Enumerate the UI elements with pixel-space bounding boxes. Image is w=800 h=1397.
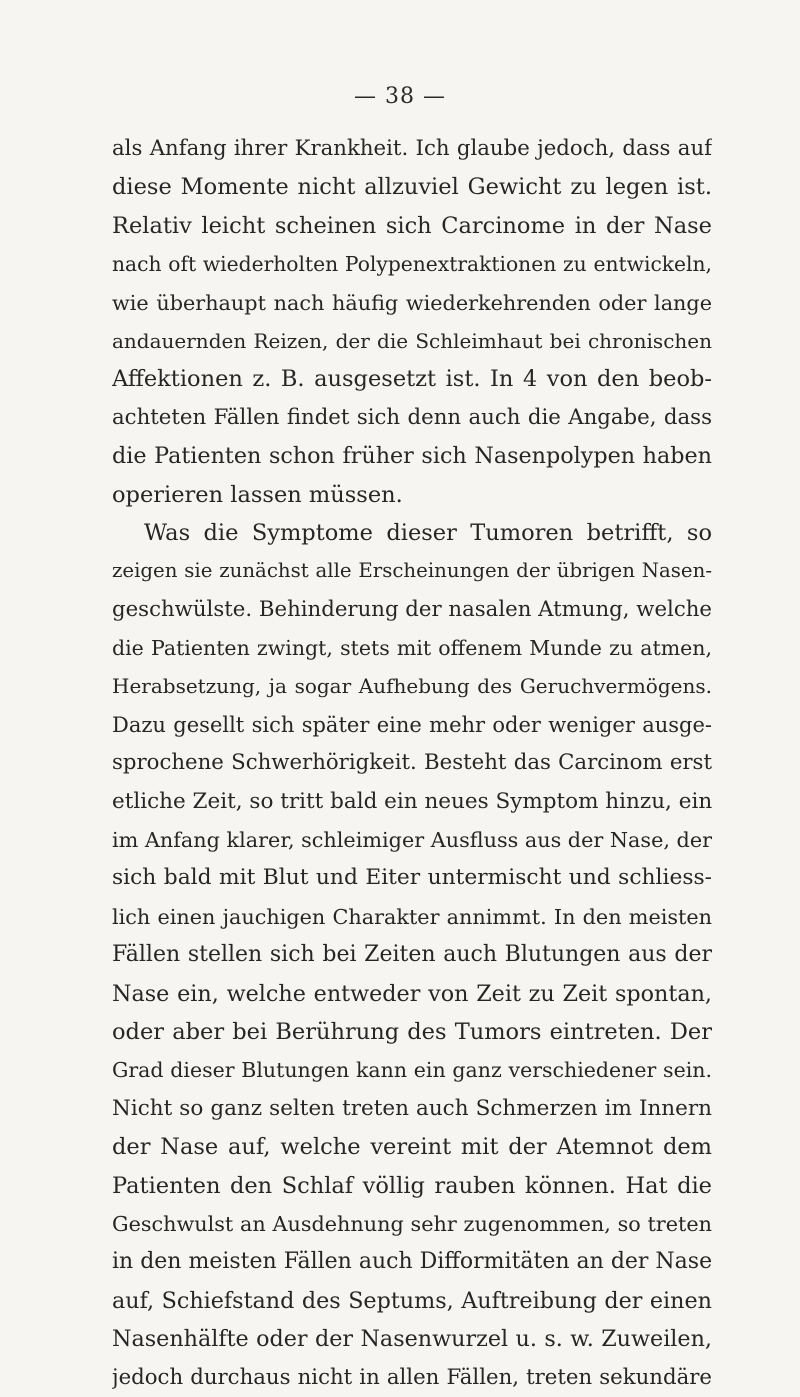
text-line: Relativ leicht scheinen sich Carcinome in der Nase bbox=[112, 212, 712, 239]
text-line: operieren lassen müssen. bbox=[112, 481, 403, 508]
text-line: Geschwulst an Ausdehnung sehr zugenommen, so treten bbox=[112, 1211, 712, 1236]
text-line: geschwülste. Behinderung der nasalen Atmung, welche bbox=[112, 596, 712, 622]
text-line: zeigen sie zunächst alle Erscheinungen der übrigen Nasen- bbox=[112, 559, 712, 583]
text-line: diese Momente nicht allzuviel Gewicht zu legen ist. bbox=[112, 174, 712, 201]
text-line: sich bald mit Blut und Eiter untermischt und schliess- bbox=[112, 865, 712, 891]
text-line: Nase ein, welche entweder von Zeit zu Zeit spontan, bbox=[112, 980, 712, 1007]
text-line: der Nase auf, welche vereint mit der Atemnot dem bbox=[112, 1134, 712, 1161]
text-line: nach oft wiederholten Polypenextraktionen zu entwickeln, bbox=[112, 252, 712, 277]
text-line: Fällen stellen sich bei Zeiten auch Blutungen aus der bbox=[112, 942, 712, 968]
text-line: Dazu gesellt sich später eine mehr oder weniger ausge- bbox=[112, 712, 712, 737]
text-line: lich einen jauchigen Charakter annimmt. In den meisten bbox=[112, 904, 712, 929]
text-line: in den meisten Fällen auch Difformitäten an der Nase bbox=[112, 1249, 712, 1275]
text-line: Was die Symptome dieser Tumoren betrifft, so bbox=[144, 519, 712, 546]
text-line: jedoch durchaus nicht in allen Fällen, treten sekundäre bbox=[112, 1364, 712, 1390]
body-text bbox=[112, 130, 712, 1397]
text-line: auf, Schiefstand des Septums, Auftreibung der einen bbox=[112, 1287, 712, 1314]
text-line: Grad dieser Blutungen kann ein ganz verschiedener sein. bbox=[112, 1058, 712, 1083]
text-line: die Patienten schon früher sich Nasenpolypen haben bbox=[112, 443, 712, 470]
text-line: Affektionen z. B. ausgesetzt ist. In 4 von den beob- bbox=[112, 366, 712, 393]
text-line: sprochene Schwerhörigkeit. Besteht das Carcinom erst bbox=[112, 750, 712, 776]
page-number: — 38 — bbox=[354, 84, 446, 109]
text-line: als Anfang ihrer Krankheit. Ich glaube jedoch, dass auf bbox=[112, 136, 712, 161]
text-line: oder aber bei Berührung des Tumors eintreten. Der bbox=[112, 1018, 712, 1045]
text-line: etliche Zeit, so tritt bald ein neues Symptom hinzu, ein bbox=[112, 788, 712, 814]
text-line: andauernden Reizen, der die Schleimhaut bei chronischen bbox=[112, 328, 712, 353]
text-line: wie überhaupt nach häufig wiederkehrenden oder lange bbox=[112, 290, 712, 315]
text-line: Nicht so ganz selten treten auch Schmerzen im Innern bbox=[112, 1095, 712, 1121]
text-line: Patienten den Schlaf völlig rauben können. Hat die bbox=[112, 1172, 712, 1199]
text-line: die Patienten zwingt, stets mit offenem Munde zu atmen, bbox=[112, 636, 712, 661]
text-line: achteten Fällen findet sich denn auch die Angabe, dass bbox=[112, 404, 712, 430]
text-line: Nasenhälfte oder der Nasenwurzel u. s. w. Zuweilen, bbox=[112, 1326, 712, 1353]
text-line: Herabsetzung, ja sogar Aufhebung des Geruchvermögens. bbox=[112, 674, 712, 699]
text-line: im Anfang klarer, schleimiger Ausfluss aus der Nase, der bbox=[112, 828, 712, 853]
